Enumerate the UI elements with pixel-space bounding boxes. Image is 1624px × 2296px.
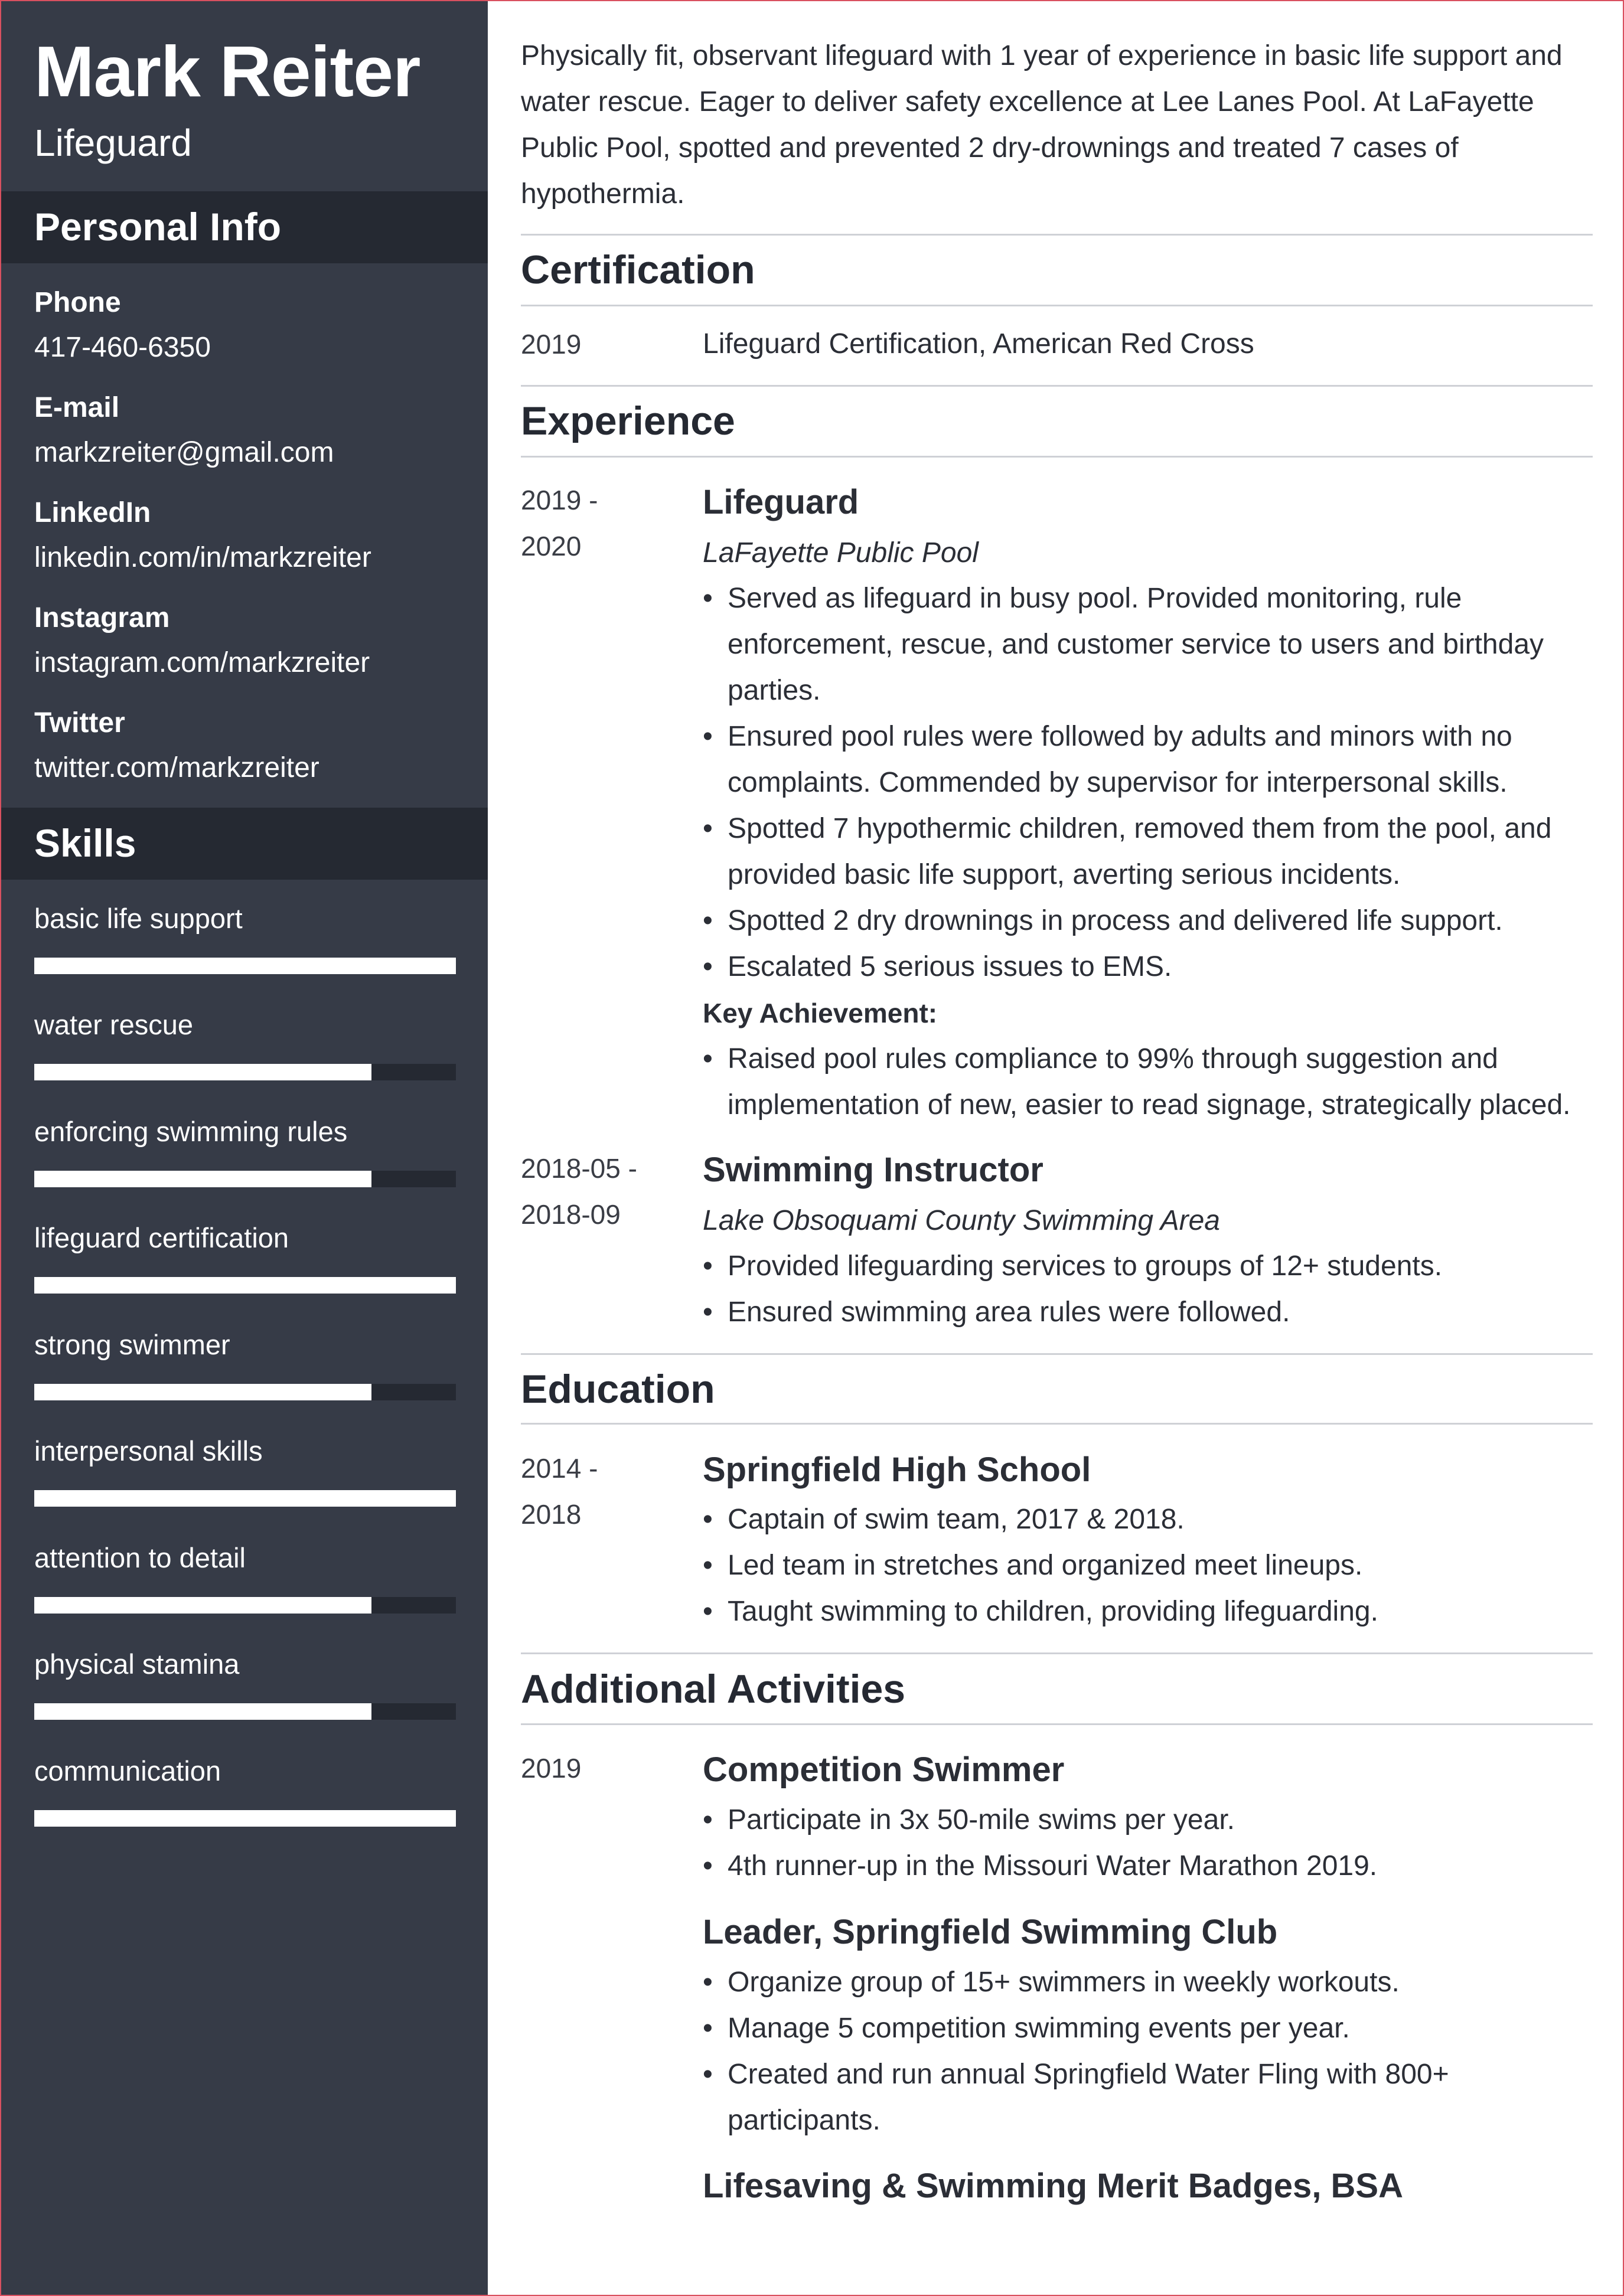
skill-bar-fill [34, 1171, 371, 1187]
skill-bar [34, 1064, 456, 1080]
email-label: E-mail [34, 392, 120, 423]
activities-date: 2019 [521, 1753, 582, 1784]
activities-title: Additional Activities [521, 1667, 906, 1712]
education-date-start: 2014 - [521, 1453, 598, 1484]
skills-header [1, 808, 488, 880]
skill-label: physical stamina [34, 1648, 240, 1680]
skill-label: strong swimmer [34, 1329, 230, 1360]
list-item: • Taught swimming to children, providing lifeguarding. [703, 1589, 1589, 1635]
job-date-end: 2018-09 [521, 1199, 621, 1230]
job-date-end: 2020 [521, 531, 582, 561]
skill-bar [34, 958, 456, 974]
skill-bar [34, 1171, 456, 1187]
personal-info-header [1, 191, 488, 263]
skill-label: attention to detail [34, 1542, 246, 1573]
divider [521, 305, 1593, 306]
activity-bullets [703, 1797, 1589, 1889]
divider [521, 1423, 1593, 1425]
activity-title: Competition Swimmer [703, 1750, 1065, 1789]
certification-title: Certification [521, 247, 755, 292]
skill-bar [34, 1810, 456, 1827]
skills-title: Skills [34, 821, 136, 865]
job-title: Swimming Instructor [703, 1151, 1043, 1189]
divider [521, 234, 1593, 236]
job-date-start: 2019 - [521, 485, 598, 515]
skill-bar-fill [34, 1490, 456, 1507]
skill-label: interpersonal skills [34, 1435, 263, 1467]
skill-bar-fill [34, 958, 456, 974]
list-item: • Escalated 5 serious issues to EMS. [703, 944, 1589, 990]
list-item: • Spotted 2 dry drownings in process and delivered life support. [703, 898, 1589, 944]
list-item: • Organize group of 15+ swimmers in weekly workouts. [703, 1959, 1589, 2006]
activity-bullets [703, 1959, 1589, 2144]
education-date-end: 2018 [521, 1499, 582, 1530]
linkedin-value: linkedin.com/in/markzreiter [34, 542, 371, 573]
list-item: • Spotted 7 hypothermic children, removed them from the pool, and provided basic life support, averting serious incidents. [703, 806, 1589, 898]
list-item: • 4th runner-up in the Missouri Water Marathon 2019. [703, 1843, 1589, 1889]
divider [521, 1353, 1593, 1355]
candidate-role: Lifeguard [34, 122, 192, 164]
skill-label: basic life support [34, 903, 243, 934]
skill-label: lifeguard certification [34, 1222, 289, 1253]
skill-bar-fill [34, 1277, 456, 1294]
list-item: • Manage 5 competition swimming events per year. [703, 2006, 1589, 2052]
divider [521, 1723, 1593, 1725]
list-item: • Provided lifeguarding services to groups of 12+ students. [703, 1243, 1589, 1289]
skill-label: water rescue [34, 1009, 194, 1040]
certification-text: Lifeguard Certification, American Red Cross [703, 328, 1254, 360]
skill-bar-fill [34, 1384, 371, 1400]
education-title: Education [521, 1367, 715, 1412]
personal-info-title: Personal Info [34, 205, 282, 249]
list-item: • Led team in stretches and organized meet lineups. [703, 1543, 1589, 1589]
job-company: LaFayette Public Pool [703, 537, 979, 569]
phone-label: Phone [34, 287, 121, 318]
activity-title: Lifesaving & Swimming Merit Badges, BSA [703, 2167, 1403, 2205]
phone-value: 417-460-6350 [34, 332, 211, 363]
job-company: Lake Obsoquami County Swimming Area [703, 1205, 1220, 1236]
skill-bar [34, 1490, 456, 1507]
candidate-name: Mark Reiter [34, 31, 420, 112]
job-title: Lifeguard [703, 483, 859, 521]
certification-date: 2019 [521, 329, 582, 360]
instagram-label: Instagram [34, 602, 170, 633]
key-achievement-bullets [703, 1036, 1589, 1128]
skill-bar [34, 1277, 456, 1294]
skill-bar-fill [34, 1064, 371, 1080]
education-bullets [703, 1497, 1589, 1635]
skill-bar-fill [34, 1810, 456, 1827]
twitter-label: Twitter [34, 707, 125, 739]
sidebar [1, 1, 488, 2295]
list-item: • Raised pool rules compliance to 99% through suggestion and implementation of new, easier to read signage, strategically placed. [703, 1036, 1589, 1128]
skill-label: communication [34, 1755, 221, 1786]
divider [521, 1652, 1593, 1654]
school-name: Springfield High School [703, 1451, 1091, 1489]
linkedin-label: LinkedIn [34, 497, 151, 528]
list-item: • Served as lifeguard in busy pool. Provided monitoring, rule enforcement, rescue, and customer service to users and birthday parties. [703, 576, 1589, 714]
job-bullets [703, 576, 1589, 990]
list-item: • Participate in 3x 50-mile swims per year. [703, 1797, 1589, 1843]
instagram-value: instagram.com/markzreiter [34, 647, 370, 678]
email-value: markzreiter@gmail.com [34, 437, 334, 468]
skill-bar-fill [34, 1597, 371, 1614]
twitter-value: twitter.com/markzreiter [34, 752, 319, 783]
job-bullets [703, 1243, 1589, 1335]
skill-bar [34, 1703, 456, 1720]
skill-bar-fill [34, 1703, 371, 1720]
activity-title: Leader, Springfield Swimming Club [703, 1913, 1278, 1951]
divider [521, 385, 1593, 387]
list-item: • Created and run annual Springfield Water Fling with 800+ participants. [703, 2052, 1589, 2144]
skill-bar [34, 1597, 456, 1614]
key-achievement-label: Key Achievement: [703, 998, 938, 1028]
skill-bar [34, 1384, 456, 1400]
experience-title: Experience [521, 399, 735, 443]
divider [521, 456, 1593, 458]
list-item: • Ensured swimming area rules were followed. [703, 1289, 1589, 1335]
skill-label: enforcing swimming rules [34, 1116, 348, 1147]
list-item: • Captain of swim team, 2017 & 2018. [703, 1497, 1589, 1543]
job-date-start: 2018-05 - [521, 1153, 637, 1184]
list-item: • Ensured pool rules were followed by adults and minors with no complaints. Commended by supervisor for interpersonal skills. [703, 714, 1589, 806]
summary: Physically fit, observant lifeguard with 1 year of experience in basic life support and water rescue. Eager to deliver safety excellence at Lee Lanes Pool. At LaFayette Public Pool, spotted and prevented 2 dry-drownings and treated 7 cases of hypothermia. [521, 40, 1563, 210]
